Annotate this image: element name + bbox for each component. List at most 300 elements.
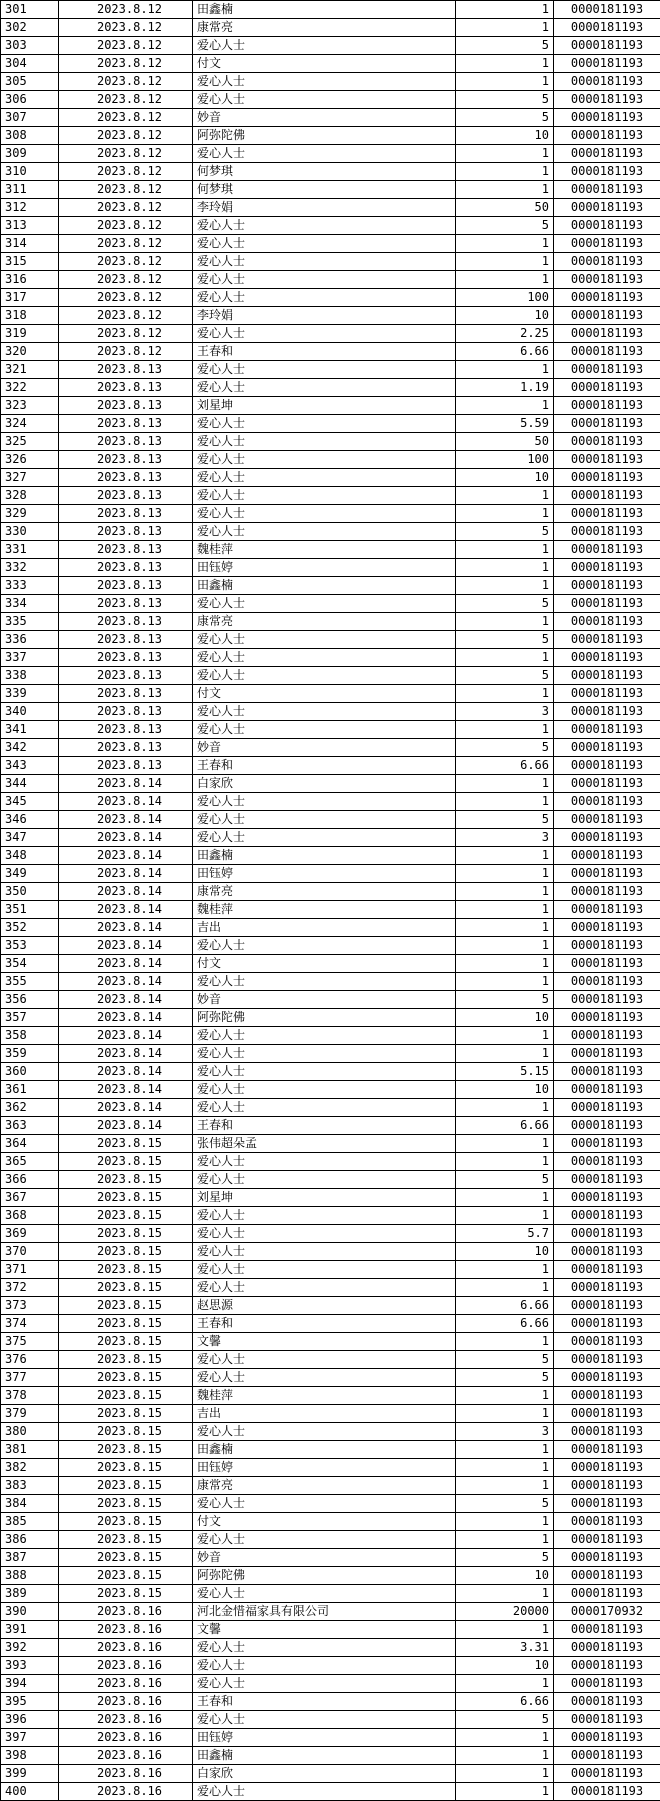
table-row <box>1 415 660 433</box>
amount-cell: 10 <box>456 1567 554 1585</box>
account-code-cell: 0000181193 <box>554 1027 660 1045</box>
amount-cell: 3 <box>456 829 554 847</box>
row-number-cell: 329 <box>1 505 59 523</box>
amount-cell: 1 <box>456 271 554 289</box>
table-row <box>1 163 660 181</box>
row-number-cell: 360 <box>1 1063 59 1081</box>
amount-cell: 5 <box>456 1549 554 1567</box>
amount-cell: 1 <box>456 901 554 919</box>
donor-name-cell: 爱心人士 <box>193 1711 456 1729</box>
amount-cell: 10 <box>456 1081 554 1099</box>
date-cell: 2023.8.14 <box>59 1027 193 1045</box>
donor-name-cell: 爱心人士 <box>193 325 456 343</box>
donor-name-cell: 爱心人士 <box>193 1063 456 1081</box>
table-row <box>1 775 660 793</box>
amount-cell: 50 <box>456 433 554 451</box>
amount-cell: 1 <box>456 397 554 415</box>
row-number-cell: 312 <box>1 199 59 217</box>
account-code-cell: 0000181193 <box>554 91 660 109</box>
date-cell: 2023.8.16 <box>59 1729 193 1747</box>
donor-name-cell: 刘星坤 <box>193 397 456 415</box>
donor-name-cell: 爱心人士 <box>193 271 456 289</box>
donor-name-cell: 爱心人士 <box>193 505 456 523</box>
date-cell: 2023.8.16 <box>59 1747 193 1765</box>
table-row <box>1 1171 660 1189</box>
row-number-cell: 347 <box>1 829 59 847</box>
table-row <box>1 1531 660 1549</box>
date-cell: 2023.8.14 <box>59 1045 193 1063</box>
row-number-cell: 321 <box>1 361 59 379</box>
table-row <box>1 1711 660 1729</box>
table-row <box>1 1567 660 1585</box>
table-row <box>1 811 660 829</box>
row-number-cell: 343 <box>1 757 59 775</box>
amount-cell: 5 <box>456 37 554 55</box>
date-cell: 2023.8.15 <box>59 1171 193 1189</box>
account-code-cell: 0000181193 <box>554 1009 660 1027</box>
row-number-cell: 392 <box>1 1639 59 1657</box>
donor-name-cell: 文馨 <box>193 1333 456 1351</box>
date-cell: 2023.8.12 <box>59 325 193 343</box>
amount-cell: 1 <box>456 1261 554 1279</box>
amount-cell: 5 <box>456 217 554 235</box>
amount-cell: 1 <box>456 649 554 667</box>
amount-cell: 50 <box>456 199 554 217</box>
amount-cell: 10 <box>456 1009 554 1027</box>
row-number-cell: 319 <box>1 325 59 343</box>
account-code-cell: 0000181193 <box>554 793 660 811</box>
table-row <box>1 829 660 847</box>
amount-cell: 5 <box>456 1171 554 1189</box>
row-number-cell: 387 <box>1 1549 59 1567</box>
date-cell: 2023.8.13 <box>59 559 193 577</box>
table-row <box>1 1603 660 1621</box>
table-row <box>1 181 660 199</box>
donor-name-cell: 田钰婷 <box>193 1729 456 1747</box>
row-number-cell: 306 <box>1 91 59 109</box>
account-code-cell: 0000181193 <box>554 1513 660 1531</box>
donor-name-cell: 何梦琪 <box>193 181 456 199</box>
amount-cell: 1 <box>456 1099 554 1117</box>
table-row <box>1 361 660 379</box>
donor-name-cell: 爱心人士 <box>193 793 456 811</box>
donor-name-cell: 王春和 <box>193 1117 456 1135</box>
date-cell: 2023.8.16 <box>59 1711 193 1729</box>
table-row <box>1 379 660 397</box>
date-cell: 2023.8.14 <box>59 829 193 847</box>
donor-name-cell: 阿弥陀佛 <box>193 1009 456 1027</box>
row-number-cell: 311 <box>1 181 59 199</box>
account-code-cell: 0000181193 <box>554 181 660 199</box>
donor-name-cell: 爱心人士 <box>193 1153 456 1171</box>
row-number-cell: 332 <box>1 559 59 577</box>
donor-name-cell: 康常亮 <box>193 1477 456 1495</box>
row-number-cell: 396 <box>1 1711 59 1729</box>
donor-name-cell: 吉出 <box>193 919 456 937</box>
date-cell: 2023.8.12 <box>59 217 193 235</box>
table-row <box>1 1621 660 1639</box>
account-code-cell: 0000181193 <box>554 1765 660 1783</box>
donor-name-cell: 爱心人士 <box>193 487 456 505</box>
table-row <box>1 739 660 757</box>
account-code-cell: 0000181193 <box>554 955 660 973</box>
table-row <box>1 1675 660 1693</box>
date-cell: 2023.8.15 <box>59 1423 193 1441</box>
amount-cell: 5.15 <box>456 1063 554 1081</box>
row-number-cell: 400 <box>1 1783 59 1801</box>
row-number-cell: 335 <box>1 613 59 631</box>
row-number-cell: 336 <box>1 631 59 649</box>
table-row <box>1 1333 660 1351</box>
table-row <box>1 487 660 505</box>
account-code-cell: 0000181193 <box>554 1045 660 1063</box>
donor-name-cell: 爱心人士 <box>193 649 456 667</box>
row-number-cell: 351 <box>1 901 59 919</box>
date-cell: 2023.8.12 <box>59 1 193 19</box>
amount-cell: 6.66 <box>456 757 554 775</box>
table-row <box>1 253 660 271</box>
donor-name-cell: 爱心人士 <box>193 37 456 55</box>
table-row <box>1 1783 660 1801</box>
amount-cell: 5 <box>456 91 554 109</box>
donor-name-cell: 刘星坤 <box>193 1189 456 1207</box>
table-row <box>1 1495 660 1513</box>
table-row <box>1 1081 660 1099</box>
table-row <box>1 1207 660 1225</box>
donor-name-cell: 田钰婷 <box>193 559 456 577</box>
table-row <box>1 1747 660 1765</box>
table-row <box>1 1261 660 1279</box>
row-number-cell: 385 <box>1 1513 59 1531</box>
row-number-cell: 361 <box>1 1081 59 1099</box>
table-row <box>1 37 660 55</box>
account-code-cell: 0000181193 <box>554 289 660 307</box>
account-code-cell: 0000181193 <box>554 271 660 289</box>
row-number-cell: 349 <box>1 865 59 883</box>
date-cell: 2023.8.14 <box>59 1063 193 1081</box>
account-code-cell: 0000181193 <box>554 685 660 703</box>
row-number-cell: 315 <box>1 253 59 271</box>
donor-name-cell: 爱心人士 <box>193 361 456 379</box>
amount-cell: 1 <box>456 883 554 901</box>
row-number-cell: 346 <box>1 811 59 829</box>
row-number-cell: 395 <box>1 1693 59 1711</box>
account-code-cell: 0000181193 <box>554 1729 660 1747</box>
table-row <box>1 289 660 307</box>
date-cell: 2023.8.13 <box>59 631 193 649</box>
amount-cell: 1 <box>456 973 554 991</box>
row-number-cell: 384 <box>1 1495 59 1513</box>
donor-name-cell: 赵思源 <box>193 1297 456 1315</box>
row-number-cell: 397 <box>1 1729 59 1747</box>
amount-cell: 5 <box>456 811 554 829</box>
amount-cell: 1 <box>456 1747 554 1765</box>
row-number-cell: 323 <box>1 397 59 415</box>
amount-cell: 2.25 <box>456 325 554 343</box>
amount-cell: 10 <box>456 1243 554 1261</box>
row-number-cell: 350 <box>1 883 59 901</box>
account-code-cell: 0000181193 <box>554 1333 660 1351</box>
table-row <box>1 901 660 919</box>
account-code-cell: 0000181193 <box>554 631 660 649</box>
row-number-cell: 322 <box>1 379 59 397</box>
row-number-cell: 333 <box>1 577 59 595</box>
account-code-cell: 0000170932 <box>554 1603 660 1621</box>
row-number-cell: 309 <box>1 145 59 163</box>
table-row <box>1 1153 660 1171</box>
account-code-cell: 0000181193 <box>554 1261 660 1279</box>
amount-cell: 5 <box>456 1495 554 1513</box>
amount-cell: 1 <box>456 1531 554 1549</box>
donor-name-cell: 付文 <box>193 685 456 703</box>
account-code-cell: 0000181193 <box>554 1369 660 1387</box>
date-cell: 2023.8.15 <box>59 1261 193 1279</box>
date-cell: 2023.8.14 <box>59 919 193 937</box>
date-cell: 2023.8.12 <box>59 37 193 55</box>
table-row <box>1 1351 660 1369</box>
date-cell: 2023.8.12 <box>59 55 193 73</box>
table-row <box>1 1459 660 1477</box>
date-cell: 2023.8.15 <box>59 1135 193 1153</box>
amount-cell: 1 <box>456 865 554 883</box>
row-number-cell: 381 <box>1 1441 59 1459</box>
donor-name-cell: 付文 <box>193 1513 456 1531</box>
account-code-cell: 0000181193 <box>554 253 660 271</box>
account-code-cell: 0000181193 <box>554 307 660 325</box>
account-code-cell: 0000181193 <box>554 19 660 37</box>
amount-cell: 1 <box>456 685 554 703</box>
account-code-cell: 0000181193 <box>554 379 660 397</box>
date-cell: 2023.8.13 <box>59 379 193 397</box>
date-cell: 2023.8.12 <box>59 307 193 325</box>
donor-name-cell: 田钰婷 <box>193 865 456 883</box>
amount-cell: 1 <box>456 1477 554 1495</box>
date-cell: 2023.8.15 <box>59 1405 193 1423</box>
donor-name-cell: 爱心人士 <box>193 235 456 253</box>
date-cell: 2023.8.16 <box>59 1657 193 1675</box>
row-number-cell: 375 <box>1 1333 59 1351</box>
account-code-cell: 0000181193 <box>554 541 660 559</box>
donor-name-cell: 爱心人士 <box>193 973 456 991</box>
account-code-cell: 0000181193 <box>554 1 660 19</box>
donor-name-cell: 王春和 <box>193 1315 456 1333</box>
table-row <box>1 757 660 775</box>
row-number-cell: 331 <box>1 541 59 559</box>
account-code-cell: 0000181193 <box>554 901 660 919</box>
amount-cell: 1 <box>456 919 554 937</box>
date-cell: 2023.8.14 <box>59 973 193 991</box>
table-row <box>1 1513 660 1531</box>
donor-name-cell: 何梦琪 <box>193 163 456 181</box>
row-number-cell: 355 <box>1 973 59 991</box>
amount-cell: 100 <box>456 451 554 469</box>
row-number-cell: 352 <box>1 919 59 937</box>
table-row <box>1 19 660 37</box>
account-code-cell: 0000181193 <box>554 361 660 379</box>
row-number-cell: 356 <box>1 991 59 1009</box>
account-code-cell: 0000181193 <box>554 217 660 235</box>
date-cell: 2023.8.15 <box>59 1441 193 1459</box>
table-row <box>1 631 660 649</box>
amount-cell: 10 <box>456 469 554 487</box>
row-number-cell: 390 <box>1 1603 59 1621</box>
amount-cell: 1 <box>456 1585 554 1603</box>
date-cell: 2023.8.13 <box>59 541 193 559</box>
amount-cell: 5 <box>456 667 554 685</box>
date-cell: 2023.8.15 <box>59 1153 193 1171</box>
row-number-cell: 305 <box>1 73 59 91</box>
date-cell: 2023.8.14 <box>59 793 193 811</box>
row-number-cell: 366 <box>1 1171 59 1189</box>
date-cell: 2023.8.13 <box>59 505 193 523</box>
row-number-cell: 364 <box>1 1135 59 1153</box>
date-cell: 2023.8.13 <box>59 577 193 595</box>
date-cell: 2023.8.12 <box>59 271 193 289</box>
row-number-cell: 326 <box>1 451 59 469</box>
date-cell: 2023.8.16 <box>59 1765 193 1783</box>
table-row <box>1 1639 660 1657</box>
donor-name-cell: 爱心人士 <box>193 451 456 469</box>
table-row <box>1 73 660 91</box>
account-code-cell: 0000181193 <box>554 415 660 433</box>
donor-name-cell: 白家欣 <box>193 1765 456 1783</box>
row-number-cell: 340 <box>1 703 59 721</box>
table-row <box>1 667 660 685</box>
amount-cell: 5 <box>456 595 554 613</box>
table-row <box>1 1729 660 1747</box>
account-code-cell: 0000181193 <box>554 757 660 775</box>
table-row <box>1 1315 660 1333</box>
donor-name-cell: 田鑫楠 <box>193 847 456 865</box>
row-number-cell: 301 <box>1 1 59 19</box>
row-number-cell: 365 <box>1 1153 59 1171</box>
amount-cell: 1 <box>456 577 554 595</box>
row-number-cell: 386 <box>1 1531 59 1549</box>
donor-name-cell: 爱心人士 <box>193 1585 456 1603</box>
date-cell: 2023.8.13 <box>59 433 193 451</box>
amount-cell: 1 <box>456 19 554 37</box>
amount-cell: 6.66 <box>456 1315 554 1333</box>
account-code-cell: 0000181193 <box>554 811 660 829</box>
donor-name-cell: 爱心人士 <box>193 1639 456 1657</box>
row-number-cell: 307 <box>1 109 59 127</box>
date-cell: 2023.8.16 <box>59 1621 193 1639</box>
amount-cell: 6.66 <box>456 343 554 361</box>
table-row <box>1 523 660 541</box>
row-number-cell: 302 <box>1 19 59 37</box>
amount-cell: 1 <box>456 1441 554 1459</box>
donor-name-cell: 爱心人士 <box>193 1099 456 1117</box>
donor-name-cell: 王春和 <box>193 1693 456 1711</box>
account-code-cell: 0000181193 <box>554 667 660 685</box>
account-code-cell: 0000181193 <box>554 73 660 91</box>
amount-cell: 1 <box>456 145 554 163</box>
amount-cell: 1 <box>456 613 554 631</box>
donor-name-cell: 爱心人士 <box>193 253 456 271</box>
donor-name-cell: 妙音 <box>193 991 456 1009</box>
table-row <box>1 1243 660 1261</box>
account-code-cell: 0000181193 <box>554 199 660 217</box>
table-row <box>1 1045 660 1063</box>
donor-name-cell: 康常亮 <box>193 883 456 901</box>
row-number-cell: 344 <box>1 775 59 793</box>
amount-cell: 1 <box>456 1783 554 1801</box>
donor-name-cell: 爱心人士 <box>193 1207 456 1225</box>
table-row <box>1 55 660 73</box>
row-number-cell: 341 <box>1 721 59 739</box>
donor-name-cell: 爱心人士 <box>193 811 456 829</box>
donor-name-cell: 魏桂萍 <box>193 901 456 919</box>
account-code-cell: 0000181193 <box>554 1441 660 1459</box>
table-row <box>1 1117 660 1135</box>
account-code-cell: 0000181193 <box>554 1099 660 1117</box>
table-row <box>1 703 660 721</box>
account-code-cell: 0000181193 <box>554 1423 660 1441</box>
table-row <box>1 1441 660 1459</box>
table-row <box>1 217 660 235</box>
account-code-cell: 0000181193 <box>554 1405 660 1423</box>
donor-name-cell: 爱心人士 <box>193 289 456 307</box>
amount-cell: 1 <box>456 937 554 955</box>
account-code-cell: 0000181193 <box>554 433 660 451</box>
date-cell: 2023.8.15 <box>59 1495 193 1513</box>
date-cell: 2023.8.13 <box>59 667 193 685</box>
donor-name-cell: 文馨 <box>193 1621 456 1639</box>
amount-cell: 1 <box>456 1279 554 1297</box>
table-row <box>1 991 660 1009</box>
table-row <box>1 685 660 703</box>
account-code-cell: 0000181193 <box>554 469 660 487</box>
donor-name-cell: 爱心人士 <box>193 415 456 433</box>
table-row <box>1 271 660 289</box>
amount-cell: 5.59 <box>456 415 554 433</box>
date-cell: 2023.8.13 <box>59 685 193 703</box>
date-cell: 2023.8.15 <box>59 1513 193 1531</box>
row-number-cell: 318 <box>1 307 59 325</box>
date-cell: 2023.8.14 <box>59 811 193 829</box>
row-number-cell: 393 <box>1 1657 59 1675</box>
row-number-cell: 317 <box>1 289 59 307</box>
row-number-cell: 362 <box>1 1099 59 1117</box>
donor-name-cell: 爱心人士 <box>193 1657 456 1675</box>
donor-name-cell: 付文 <box>193 55 456 73</box>
donor-name-cell: 爱心人士 <box>193 1243 456 1261</box>
donor-name-cell: 爱心人士 <box>193 1351 456 1369</box>
date-cell: 2023.8.16 <box>59 1639 193 1657</box>
amount-cell: 1 <box>456 847 554 865</box>
amount-cell: 1 <box>456 793 554 811</box>
donor-name-cell: 爱心人士 <box>193 1045 456 1063</box>
row-number-cell: 334 <box>1 595 59 613</box>
table-row <box>1 1369 660 1387</box>
table-row <box>1 1009 660 1027</box>
donor-name-cell: 妙音 <box>193 739 456 757</box>
row-number-cell: 379 <box>1 1405 59 1423</box>
amount-cell: 3 <box>456 703 554 721</box>
donor-name-cell: 爱心人士 <box>193 1171 456 1189</box>
donor-name-cell: 王春和 <box>193 757 456 775</box>
table-row <box>1 397 660 415</box>
amount-cell: 1 <box>456 1675 554 1693</box>
row-number-cell: 398 <box>1 1747 59 1765</box>
date-cell: 2023.8.15 <box>59 1477 193 1495</box>
date-cell: 2023.8.15 <box>59 1351 193 1369</box>
table-row <box>1 505 660 523</box>
account-code-cell: 0000181193 <box>554 1639 660 1657</box>
account-code-cell: 0000181193 <box>554 1081 660 1099</box>
account-code-cell: 0000181193 <box>554 1585 660 1603</box>
amount-cell: 1 <box>456 361 554 379</box>
